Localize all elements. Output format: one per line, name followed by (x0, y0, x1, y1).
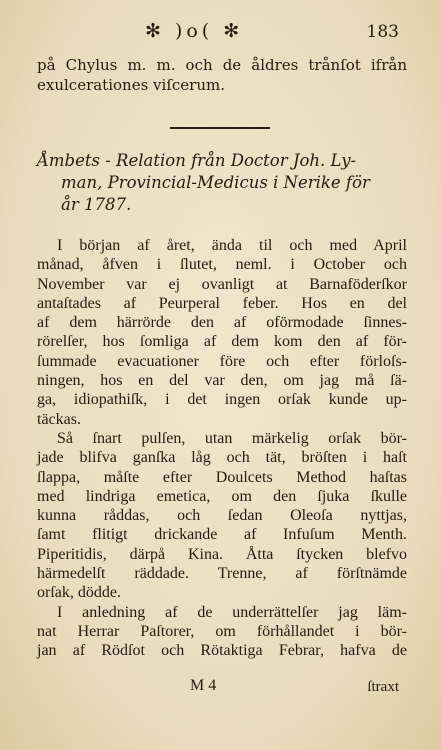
heading-line: man, Provincial-Medicus i Nerike för (61, 173, 370, 192)
heading-line: Åmbets - Relation från Doctor Joh. Ly- (37, 151, 357, 170)
body-line: ſamt flitigt drickande af Infuſum Menth. (37, 526, 407, 544)
body-line: Så ſnart pulſen, utan märkelig orſak bör- (57, 429, 407, 447)
header-ornament: ✻ )o( ✻ (145, 20, 244, 42)
section-heading (37, 150, 407, 216)
body-line: Piperitidis, därpå Kina. Åtta ſtycken blefvo (37, 545, 407, 563)
body-line: antaſtades af Peurperal feber. Hos en del (37, 294, 407, 312)
intro-line: på Chylus m. m. och de åldres trånſot ifrån (37, 56, 407, 74)
body-line: ga, idiopathiſk, i det ingen orſak kunde up- (37, 391, 407, 409)
body-line: jan af Rödſot och Rötaktiga Febrar, hafva de (37, 642, 407, 660)
page-number: 183 (366, 22, 399, 42)
body-line: månad, åfven i ſlutet, neml. i October och (37, 256, 407, 274)
body-line: I anledning af de underrättelſer jag läm- (57, 603, 407, 621)
body-text (37, 236, 407, 661)
body-line: kunna råddas, och ſedan Oleoſa nyttjas, (37, 507, 407, 525)
section-divider (170, 127, 270, 129)
body-line: rörelſer, hos ſomliga af dem kom den af för- (37, 333, 407, 351)
body-line: I början af året, ända til och med April (57, 237, 407, 254)
body-line: nat Herrar Paſtorer, om förhållandet i bör- (37, 622, 407, 640)
heading-line: år 1787. (61, 195, 132, 214)
body-line: härmedelſt räddade. Trenne, af förſtnämde (37, 565, 407, 583)
body-line: jade blifva ganſka låg och tät, bröſten i haſt (37, 449, 407, 467)
intro-line: exulcerationes viſcerum. (37, 76, 225, 94)
body-line: November var ej ovanligt at Barnaföderſkor (37, 275, 407, 293)
body-line: af dem härrörde den af oförmodade ſinnes- (37, 314, 407, 332)
signature-mark: M 4 (190, 677, 217, 694)
page-header (0, 20, 441, 44)
body-line: täckas. (37, 410, 81, 428)
body-line: med lindriga emetica, om den ſjuka ſkulle (37, 487, 407, 505)
intro-text (37, 55, 407, 95)
body-line: ningen, hos en del var den, om jag må ſä- (37, 372, 407, 390)
body-line: ſummade evacuationer före och efter förloſs- (37, 352, 407, 370)
body-line: orſak, dödde. (37, 584, 121, 602)
body-line: ſlappa, måſte efter Doulcets Method haſtas (37, 468, 407, 486)
catchword: ſtraxt (367, 679, 399, 695)
